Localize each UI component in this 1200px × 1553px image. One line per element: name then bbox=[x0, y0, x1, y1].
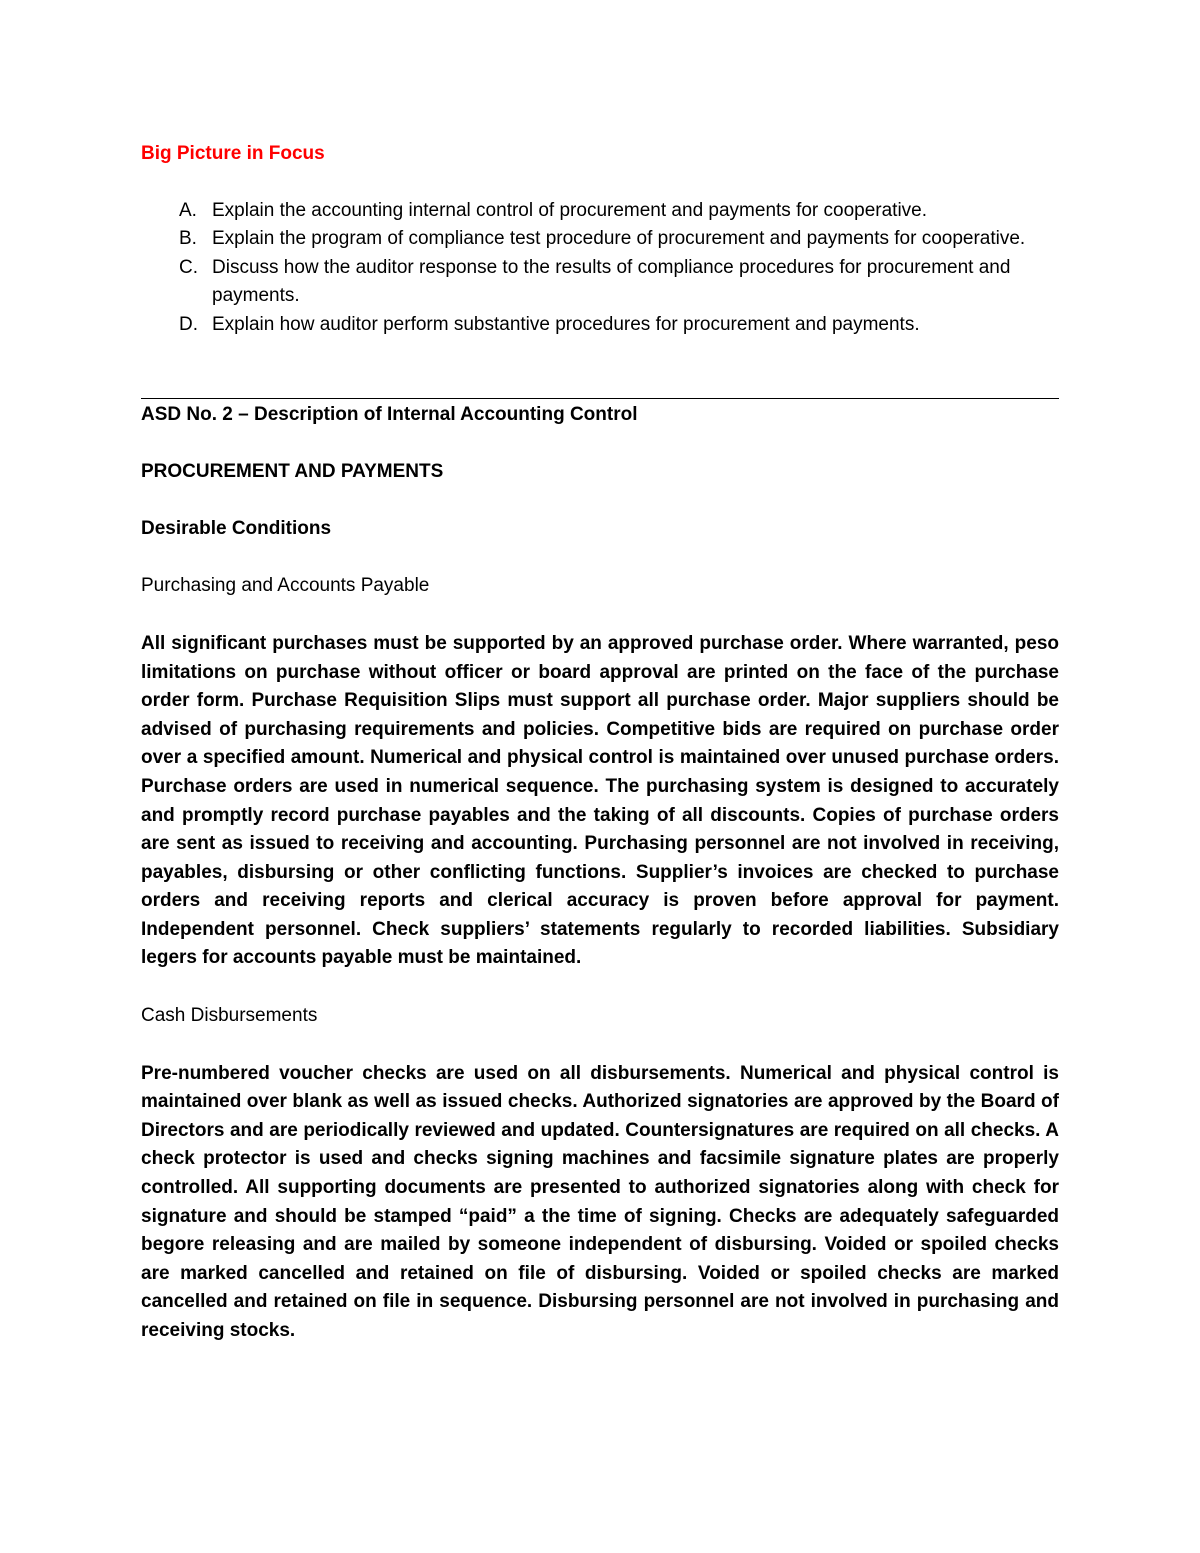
objective-item bbox=[141, 311, 1059, 340]
section-divider bbox=[141, 398, 1059, 399]
cash-disbursements-paragraph: Pre-numbered voucher checks are used on all disbursements. Numerical and physical control is maintained over blank as well as issued checks. Authorized signatories are approved by the Board of Directors and are periodically reviewed and updated. Countersignatures are required on all checks. A check protector is used and checks signing machines and facsimile signature plates are properly controlled. All supporting documents are presented to authorized signatories along with check for signature and should be stamped “paid” a the time of signing. Checks are adequately safeguarded begore releasing and are mailed by someone independent of disbursing. Voided or spoiled checks are marked cancelled and retained on file of disbursing. Voided or spoiled checks are marked cancelled and retained on file in sequence. Disbursing personnel are not involved in purchasing and receiving stocks. bbox=[141, 1062, 1059, 1341]
cash-disbursements-heading: Cash Disbursements bbox=[141, 1005, 318, 1027]
section-title: PROCUREMENT AND PAYMENTS bbox=[141, 461, 444, 483]
objective-letter: B. bbox=[179, 228, 197, 250]
objective-text: Explain the program of compliance test procedure of procurement and payments for cooperative. bbox=[212, 228, 1026, 250]
document-page bbox=[141, 140, 1059, 1346]
objective-text: Explain how auditor perform substantive procedures for procurement and payments. bbox=[212, 313, 920, 335]
objective-item bbox=[141, 254, 1059, 311]
objective-text: Discuss how the auditor response to the results of compliance procedures for procurement and payments. bbox=[212, 256, 1011, 307]
objective-item bbox=[141, 197, 1059, 226]
focus-title: Big Picture in Focus bbox=[141, 143, 325, 164]
purchasing-heading: Purchasing and Accounts Payable bbox=[141, 575, 430, 597]
objectives-list bbox=[141, 197, 1059, 340]
purchasing-paragraph: All significant purchases must be supported by an approved purchase order. Where warranted, peso limitations on purchase without officer or board approval are printed on the face of the purchase order form. Purchase Requisition Slips must support all purchase order. Major suppliers should be advised of purchasing requirements and policies. Competitive bids are required on purchase order over a specified amount. Numerical and physical control is maintained over unused purchase orders. Purchase orders are used in numerical sequence. The purchasing system is designed to accurately and promptly record purchase payables and the taking of all discounts. Copies of purchase orders are sent as issued to receiving and accounting. Purchasing personnel are not involved in receiving, payables, disbursing or other conflicting functions. Supplier’s invoices are checked to purchase orders and receiving reports and clerical accuracy is proven before approval for payment. Independent personnel. Check suppliers’ statements regularly to recorded liabilities. Subsidiary legers for accounts payable must be maintained. bbox=[141, 632, 1059, 969]
objective-letter: A. bbox=[179, 199, 197, 221]
asd-title: ASD No. 2 – Description of Internal Accounting Control bbox=[141, 403, 638, 425]
objective-item bbox=[141, 225, 1059, 254]
desirable-conditions-heading: Desirable Conditions bbox=[141, 517, 332, 539]
objective-letter: D. bbox=[179, 313, 198, 335]
objective-text: Explain the accounting internal control of procurement and payments for cooperative. bbox=[212, 199, 928, 221]
objective-letter: C. bbox=[179, 256, 198, 278]
